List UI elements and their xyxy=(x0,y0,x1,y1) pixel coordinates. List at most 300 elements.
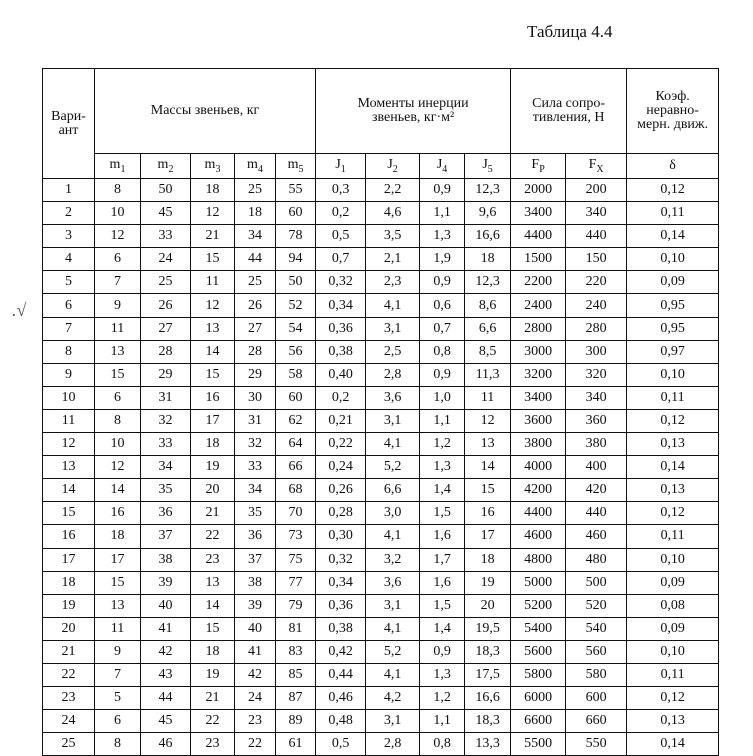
table-cell: 34 xyxy=(235,225,276,248)
table-cell: 60 xyxy=(276,202,316,225)
table-cell: 11,3 xyxy=(465,363,511,386)
table-cell: 2,5 xyxy=(366,340,420,363)
table-cell: 7 xyxy=(95,663,141,686)
table-cell: 87 xyxy=(276,687,316,710)
table-cell: 1,7 xyxy=(420,548,465,571)
table-cell: 10 xyxy=(43,386,95,409)
table-cell: 2,8 xyxy=(366,733,420,756)
table-cell: 38 xyxy=(141,548,191,571)
table-cell: 4600 xyxy=(511,525,566,548)
table-cell: 29 xyxy=(235,363,276,386)
table-cell: 15 xyxy=(43,502,95,525)
table-cell: 0,11 xyxy=(627,525,719,548)
table-cell: 33 xyxy=(235,456,276,479)
table-cell: 3,1 xyxy=(366,594,420,617)
table-cell: 2,8 xyxy=(366,363,420,386)
table-cell: 1,3 xyxy=(420,663,465,686)
table-cell: 40 xyxy=(141,594,191,617)
table-cell: 3800 xyxy=(511,433,566,456)
table-cell: 0,13 xyxy=(627,433,719,456)
table-cell: 550 xyxy=(566,733,627,756)
table-cell: 600 xyxy=(566,687,627,710)
table-cell: 21 xyxy=(191,502,235,525)
table-cell: 380 xyxy=(566,433,627,456)
table-cell: 480 xyxy=(566,548,627,571)
table-cell: 0,3 xyxy=(316,179,366,202)
table-cell: 1,9 xyxy=(420,248,465,271)
table-cell: 0,42 xyxy=(316,640,366,663)
table-cell: 0,13 xyxy=(627,710,719,733)
table-cell: 42 xyxy=(235,663,276,686)
table-cell: 58 xyxy=(276,363,316,386)
table-cell: 3400 xyxy=(511,202,566,225)
table-cell: 3,1 xyxy=(366,409,420,432)
table-cell: 68 xyxy=(276,479,316,502)
table-cell: 3400 xyxy=(511,386,566,409)
table-cell: 11 xyxy=(465,386,511,409)
table-cell: 0,28 xyxy=(316,502,366,525)
table-row xyxy=(43,687,719,710)
table-row xyxy=(43,571,719,594)
table-cell: 32 xyxy=(235,433,276,456)
table-cell: 0,5 xyxy=(316,733,366,756)
table-cell: 660 xyxy=(566,710,627,733)
table-cell: 15 xyxy=(191,363,235,386)
table-cell: 6 xyxy=(43,294,95,317)
table-cell: 3600 xyxy=(511,409,566,432)
table-cell: 14 xyxy=(465,456,511,479)
table-cell: 1,6 xyxy=(420,571,465,594)
table-cell: 1,1 xyxy=(420,202,465,225)
table-cell: 11 xyxy=(95,317,141,340)
table-cell: 5400 xyxy=(511,617,566,640)
table-cell: 30 xyxy=(235,386,276,409)
table-cell: 44 xyxy=(235,248,276,271)
table-cell: 340 xyxy=(566,386,627,409)
table-row xyxy=(43,433,719,456)
table-cell: 22 xyxy=(43,663,95,686)
table-cell: 440 xyxy=(566,225,627,248)
table-cell: 1 xyxy=(43,179,95,202)
header-moments xyxy=(316,69,511,154)
table-cell: 85 xyxy=(276,663,316,686)
table-cell: 460 xyxy=(566,525,627,548)
table-cell: 8 xyxy=(95,733,141,756)
table-cell: 42 xyxy=(141,640,191,663)
table-cell: 4 xyxy=(43,248,95,271)
table-cell: 25 xyxy=(235,271,276,294)
table-cell: 31 xyxy=(235,409,276,432)
table-cell: 17 xyxy=(95,548,141,571)
table-cell: 4800 xyxy=(511,548,566,571)
table-cell: 12 xyxy=(191,294,235,317)
table-cell: 3,6 xyxy=(366,386,420,409)
table-cell: 320 xyxy=(566,363,627,386)
table-cell: 5 xyxy=(95,687,141,710)
table-cell: 0,8 xyxy=(420,340,465,363)
table-cell: 440 xyxy=(566,502,627,525)
table-cell: 6,6 xyxy=(465,317,511,340)
table-cell: 16 xyxy=(95,502,141,525)
table-cell: 0,10 xyxy=(627,363,719,386)
table-cell: 520 xyxy=(566,594,627,617)
table-cell: 61 xyxy=(276,733,316,756)
table-cell: 16 xyxy=(43,525,95,548)
table-cell: 37 xyxy=(141,525,191,548)
table-row xyxy=(43,225,719,248)
table-cell: 12 xyxy=(43,433,95,456)
table-cell: 5,2 xyxy=(366,640,420,663)
table-cell: 36 xyxy=(235,525,276,548)
table-cell: 0,10 xyxy=(627,548,719,571)
table-cell: 24 xyxy=(235,687,276,710)
table-cell: 24 xyxy=(43,710,95,733)
table-row xyxy=(43,456,719,479)
table-cell: 37 xyxy=(235,548,276,571)
table-cell: 4400 xyxy=(511,225,566,248)
table-cell: 0,11 xyxy=(627,202,719,225)
table-row xyxy=(43,594,719,617)
subheader-m3: $m_3$ xyxy=(191,154,235,179)
table-cell: 13 xyxy=(465,433,511,456)
table-cell: 35 xyxy=(235,502,276,525)
table-cell: 300 xyxy=(566,340,627,363)
table-cell: 19 xyxy=(191,663,235,686)
table-cell: 13 xyxy=(191,571,235,594)
margin-mark: .√ xyxy=(12,300,27,320)
table-cell: 44 xyxy=(141,687,191,710)
header-masses: Массы звеньев, кг xyxy=(95,69,316,154)
table-cell: 20 xyxy=(465,594,511,617)
table-cell: 3200 xyxy=(511,363,566,386)
table-cell: 0,22 xyxy=(316,433,366,456)
table-cell: 6,6 xyxy=(366,479,420,502)
table-cell: 43 xyxy=(141,663,191,686)
table-cell: 19,5 xyxy=(465,617,511,640)
table-row xyxy=(43,179,719,202)
table-cell: 35 xyxy=(141,479,191,502)
table-cell: 21 xyxy=(43,640,95,663)
table-cell: 39 xyxy=(141,571,191,594)
table-cell: 1,1 xyxy=(420,710,465,733)
subheader-row xyxy=(43,154,719,179)
table-cell: 11 xyxy=(95,617,141,640)
table-cell: 2000 xyxy=(511,179,566,202)
table-cell: 6000 xyxy=(511,687,566,710)
table-cell: 83 xyxy=(276,640,316,663)
table-cell: 12,3 xyxy=(465,179,511,202)
table-cell: 5000 xyxy=(511,571,566,594)
table-cell: 1,6 xyxy=(420,525,465,548)
table-cell: 15 xyxy=(191,617,235,640)
table-cell: 2,2 xyxy=(366,179,420,202)
table-cell: 3,6 xyxy=(366,571,420,594)
table-cell: 41 xyxy=(141,617,191,640)
table-cell: 560 xyxy=(566,640,627,663)
table-cell: 1,4 xyxy=(420,617,465,640)
table-cell: 0,5 xyxy=(316,225,366,248)
table-cell: 0,7 xyxy=(316,248,366,271)
header-coef: Коэф. неравно-мерн. движ. xyxy=(627,69,719,154)
subheader-m5: $m_5$ xyxy=(276,154,316,179)
table-cell: 70 xyxy=(276,502,316,525)
subheader-j2: $J_2$ xyxy=(366,154,420,179)
table-cell: 22 xyxy=(191,710,235,733)
table-cell: 8,5 xyxy=(465,340,511,363)
table-row xyxy=(43,202,719,225)
table-cell: 25 xyxy=(235,179,276,202)
table-cell: 0,24 xyxy=(316,456,366,479)
table-cell: 50 xyxy=(276,271,316,294)
table-cell: 45 xyxy=(141,202,191,225)
table-cell: 0,44 xyxy=(316,663,366,686)
table-cell: 13 xyxy=(43,456,95,479)
table-cell: 13,3 xyxy=(465,733,511,756)
table-cell: 580 xyxy=(566,663,627,686)
table-cell: 64 xyxy=(276,433,316,456)
header-variant xyxy=(43,69,95,179)
table-cell: 4,1 xyxy=(366,525,420,548)
table-cell: 27 xyxy=(141,317,191,340)
table-cell: 0,36 xyxy=(316,594,366,617)
table-cell: 75 xyxy=(276,548,316,571)
table-caption: Таблица 4.4 xyxy=(527,22,613,41)
table-cell: 41 xyxy=(235,640,276,663)
table-row xyxy=(43,617,719,640)
table-cell: 280 xyxy=(566,317,627,340)
subheader-delta: δ xyxy=(627,154,719,179)
table-row xyxy=(43,294,719,317)
table-row xyxy=(43,248,719,271)
table-cell: 20 xyxy=(191,479,235,502)
table-cell: 16,6 xyxy=(465,687,511,710)
table-cell: 23 xyxy=(235,710,276,733)
table-cell: 0,13 xyxy=(627,479,719,502)
table-cell: 89 xyxy=(276,710,316,733)
table-cell: 8,6 xyxy=(465,294,511,317)
table-cell: 40 xyxy=(235,617,276,640)
table-cell: 14 xyxy=(191,594,235,617)
table-cell: 0,11 xyxy=(627,386,719,409)
header-moments-label: Моменты инерции звеньев, кг·м² xyxy=(357,96,469,125)
table-cell: 420 xyxy=(566,479,627,502)
table-cell: 0,9 xyxy=(420,271,465,294)
table-cell: 54 xyxy=(276,317,316,340)
table-cell: 0,46 xyxy=(316,687,366,710)
table-cell: 0,32 xyxy=(316,271,366,294)
table-cell: 14 xyxy=(95,479,141,502)
table-cell: 18,3 xyxy=(465,710,511,733)
table-cell: 240 xyxy=(566,294,627,317)
table-cell: 50 xyxy=(141,179,191,202)
table-cell: 0,9 xyxy=(420,363,465,386)
table-cell: 0,09 xyxy=(627,617,719,640)
table-cell: 36 xyxy=(141,502,191,525)
table-cell: 4,6 xyxy=(366,202,420,225)
table-cell: 38 xyxy=(235,571,276,594)
table-cell: 3,1 xyxy=(366,317,420,340)
table-cell: 20 xyxy=(43,617,95,640)
table-cell: 3000 xyxy=(511,340,566,363)
table-cell: 0,95 xyxy=(627,317,719,340)
table-cell: 0,11 xyxy=(627,663,719,686)
table-cell: 8 xyxy=(43,340,95,363)
table-cell: 0,10 xyxy=(627,248,719,271)
table-cell: 3,1 xyxy=(366,710,420,733)
table-cell: 0,12 xyxy=(627,502,719,525)
table-cell: 33 xyxy=(141,433,191,456)
table-cell: 18 xyxy=(191,433,235,456)
table-cell: 12 xyxy=(465,409,511,432)
table-cell: 4400 xyxy=(511,502,566,525)
table-cell: 0,34 xyxy=(316,571,366,594)
table-cell: 0,7 xyxy=(420,317,465,340)
table-cell: 55 xyxy=(276,179,316,202)
table-cell: 9,6 xyxy=(465,202,511,225)
table-cell: 12,3 xyxy=(465,271,511,294)
table-cell: 5 xyxy=(43,271,95,294)
table-cell: 0,12 xyxy=(627,409,719,432)
table-cell: 2200 xyxy=(511,271,566,294)
table-cell: 16,6 xyxy=(465,225,511,248)
table-cell: 7 xyxy=(95,271,141,294)
table-cell: 9 xyxy=(43,363,95,386)
table-cell: 39 xyxy=(235,594,276,617)
table-cell: 2,3 xyxy=(366,271,420,294)
header-variant-label: Вари- ант xyxy=(51,108,86,138)
table-cell: 17 xyxy=(191,409,235,432)
table-cell: 0,95 xyxy=(627,294,719,317)
table-cell: 62 xyxy=(276,409,316,432)
table-cell: 0,2 xyxy=(316,202,366,225)
table-cell: 15 xyxy=(191,248,235,271)
table-cell: 0,14 xyxy=(627,456,719,479)
table-cell: 4,1 xyxy=(366,617,420,640)
table-cell: 5200 xyxy=(511,594,566,617)
table-cell: 13 xyxy=(95,340,141,363)
table-cell: 25 xyxy=(141,271,191,294)
table-cell: 1,2 xyxy=(420,433,465,456)
table-cell: 27 xyxy=(235,317,276,340)
table-cell: 8 xyxy=(95,409,141,432)
table-cell: 0,97 xyxy=(627,340,719,363)
table-cell: 33 xyxy=(141,225,191,248)
table-cell: 0,40 xyxy=(316,363,366,386)
table-cell: 18 xyxy=(191,179,235,202)
table-cell: 2400 xyxy=(511,294,566,317)
table-cell: 26 xyxy=(235,294,276,317)
table-cell: 17 xyxy=(43,548,95,571)
table-cell: 6 xyxy=(95,710,141,733)
table-cell: 4,1 xyxy=(366,663,420,686)
table-cell: 0,9 xyxy=(420,179,465,202)
table-cell: 1,1 xyxy=(420,409,465,432)
table-cell: 21 xyxy=(191,225,235,248)
table-cell: 6 xyxy=(95,248,141,271)
table-row xyxy=(43,710,719,733)
table-cell: 15 xyxy=(95,571,141,594)
table-row xyxy=(43,502,719,525)
table-cell: 34 xyxy=(141,456,191,479)
table-cell: 45 xyxy=(141,710,191,733)
table-cell: 0,36 xyxy=(316,317,366,340)
table-cell: 1,0 xyxy=(420,386,465,409)
subheader-m4: $m_4$ xyxy=(235,154,276,179)
table-cell: 23 xyxy=(43,687,95,710)
table-cell: 3,0 xyxy=(366,502,420,525)
table-cell: 0,21 xyxy=(316,409,366,432)
table-cell: 56 xyxy=(276,340,316,363)
table-cell: 32 xyxy=(141,409,191,432)
table-cell: 400 xyxy=(566,456,627,479)
table-cell: 0,38 xyxy=(316,617,366,640)
table-cell: 540 xyxy=(566,617,627,640)
table-cell: 12 xyxy=(95,456,141,479)
table-cell: 5,2 xyxy=(366,456,420,479)
table-cell: 5800 xyxy=(511,663,566,686)
table-cell: 220 xyxy=(566,271,627,294)
table-cell: 73 xyxy=(276,525,316,548)
table-row xyxy=(43,548,719,571)
table-cell: 16 xyxy=(191,386,235,409)
table-body xyxy=(43,179,719,756)
table-cell: 150 xyxy=(566,248,627,271)
table-cell: 360 xyxy=(566,409,627,432)
table-cell: 18 xyxy=(43,571,95,594)
table-cell: 0,14 xyxy=(627,225,719,248)
table-cell: 15 xyxy=(465,479,511,502)
table-cell: 18 xyxy=(235,202,276,225)
table-cell: 6 xyxy=(95,386,141,409)
table-cell: 23 xyxy=(191,733,235,756)
table-row xyxy=(43,271,719,294)
table-cell: 24 xyxy=(141,248,191,271)
table-row xyxy=(43,663,719,686)
table-cell: 5600 xyxy=(511,640,566,663)
table-cell: 52 xyxy=(276,294,316,317)
table-cell: 1,5 xyxy=(420,594,465,617)
table-cell: 0,6 xyxy=(420,294,465,317)
table-cell: 17 xyxy=(465,525,511,548)
subheader-fx: $F_X$ xyxy=(566,154,627,179)
table-cell: 4,1 xyxy=(366,294,420,317)
table-cell: 18 xyxy=(191,640,235,663)
table-cell: 1,2 xyxy=(420,687,465,710)
table-cell: 19 xyxy=(43,594,95,617)
table-cell: 18 xyxy=(95,525,141,548)
table-row xyxy=(43,386,719,409)
table-cell: 0,10 xyxy=(627,640,719,663)
table-cell: 14 xyxy=(191,340,235,363)
table-cell: 5500 xyxy=(511,733,566,756)
table-cell: 11 xyxy=(43,409,95,432)
table-cell: 1,4 xyxy=(420,479,465,502)
table-cell: 0,14 xyxy=(627,733,719,756)
table-cell: 12 xyxy=(191,202,235,225)
subheader-j1: $J_1$ xyxy=(316,154,366,179)
table-cell: 22 xyxy=(191,525,235,548)
table-cell: 34 xyxy=(235,479,276,502)
table-cell: 17,5 xyxy=(465,663,511,686)
table-cell: 0,2 xyxy=(316,386,366,409)
table-cell: 77 xyxy=(276,571,316,594)
table-cell: 3,5 xyxy=(366,225,420,248)
table-cell: 60 xyxy=(276,386,316,409)
table-row xyxy=(43,340,719,363)
table-cell: 13 xyxy=(191,317,235,340)
subheader-fp: $F_P$ xyxy=(511,154,566,179)
table-cell: 46 xyxy=(141,733,191,756)
